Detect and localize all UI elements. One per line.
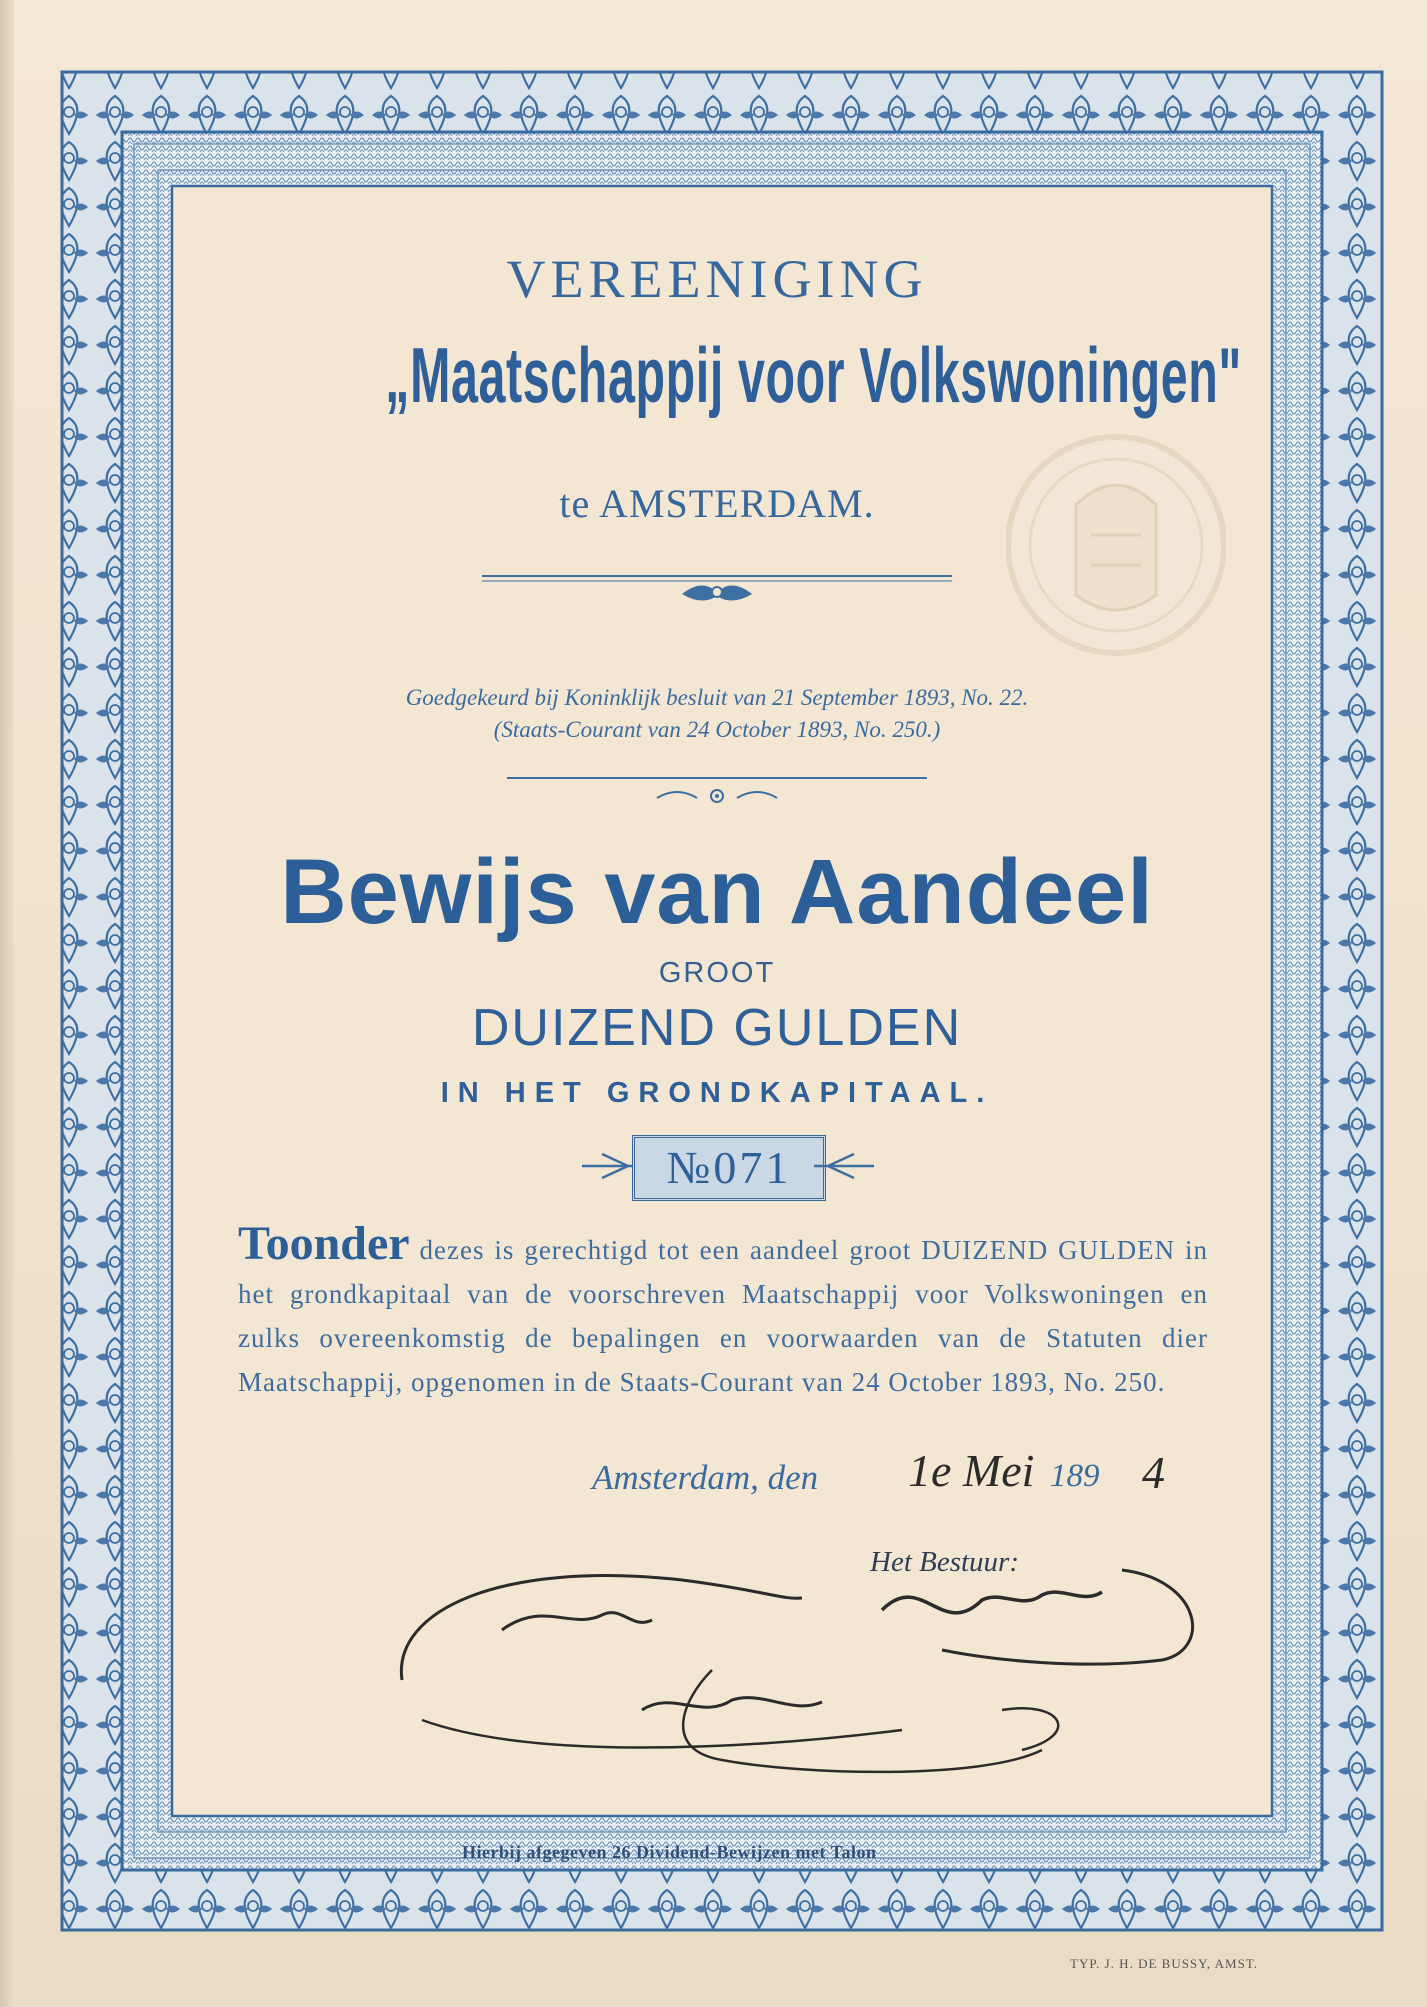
certificate-content [182,200,1252,1862]
city-line: te AMSTERDAM. [559,481,875,526]
place-date: Amsterdam, den [592,1458,819,1497]
date-handwritten: 1e Mei [908,1445,1035,1496]
body-text: dezes is gerechtigd tot een aandeel groot DUIZEND GULDEN in het grondkapitaal van de voorschreven Maatschappij voor Volkswoningen en zulks overeenkomstig de bepalingen en voorwaarden van de Statuten dier Maatschappij, opgenomen in de Staats-Courant van 24 October 1893, No. 250. [238,1235,1209,1397]
printer-imprint: TYP. J. H. DE BUSSY, AMST. [1070,1956,1259,1971]
number-flourish-right [814,1148,874,1184]
board-label: Het Bestuur: [870,1546,1019,1578]
approval-line-1: Goedgekeurd bij Koninklijk besluit van 21 September 1893, No. 22. [405,685,1029,710]
year-handwritten: 4 [1142,1447,1165,1498]
coupons-note: Hierbij afgegeven 26 Dividend-Bewijzen met Talon [462,1842,877,1862]
divider-ornament-middle [507,768,927,812]
year-printed: 189 [1050,1458,1100,1494]
groot-label: GROOT [658,957,776,989]
approval-notice [182,682,1252,746]
signatures [382,1520,1242,1840]
society-heading: VEREENIGING [506,249,928,309]
divider-ornament-top [482,560,952,610]
share-title: Bewijs van Aandeel [280,841,1154,943]
company-name: „Maatschappij voor Volkswoningen" [385,331,1242,419]
bearer-word: Toonder [238,1217,410,1270]
amount-heading: DUIZEND GULDEN [471,999,963,1057]
approval-line-2: (Staats-Courant van 24 October 1893, No. 250.) [493,717,941,742]
certificate-number: №071 [632,1135,826,1201]
capital-heading: IN HET GRONDKAPITAAL. [440,1077,994,1109]
certificate-body [238,1217,1209,1404]
